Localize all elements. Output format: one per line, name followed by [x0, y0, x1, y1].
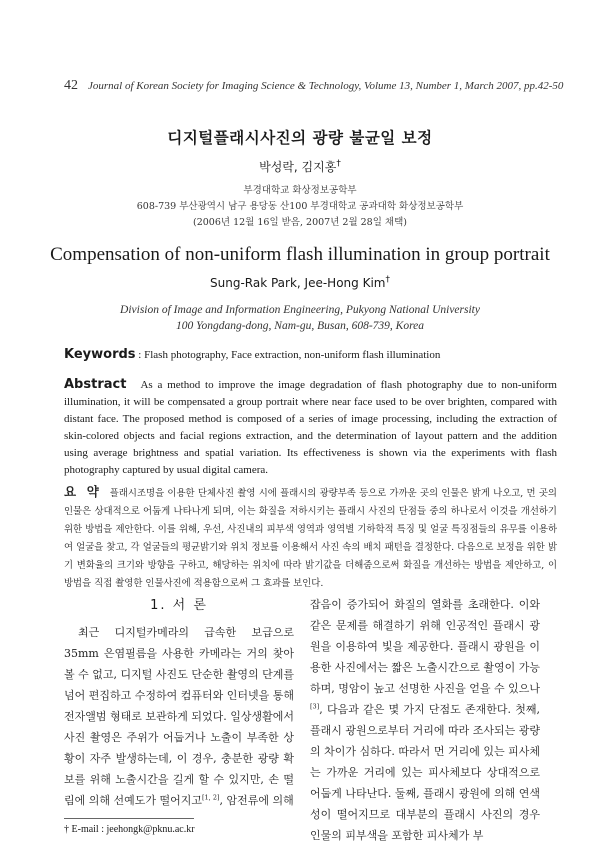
english-author-names: Sung-Rak Park, Jee-Hong Kim: [210, 276, 386, 290]
english-abstract: [64, 376, 557, 479]
footnote-divider: [64, 818, 194, 819]
english-affiliation-line1: Division of Image and Information Engineering, Pukyong National University: [120, 304, 480, 316]
keywords-label: Keywords: [64, 347, 136, 362]
page-number: 42: [64, 78, 78, 93]
keywords: [64, 347, 556, 362]
korean-title: 디지털플래시사진의 광량 불균일 보정: [167, 129, 433, 147]
korean-affiliation: [0, 183, 600, 231]
corresponding-author-mark: †: [336, 159, 341, 169]
footnote: [64, 824, 195, 835]
citation-ref: [3]: [310, 702, 320, 711]
running-header: [64, 78, 564, 94]
abstract-label: Abstract: [64, 377, 127, 392]
english-affiliation-line2: 100 Yongdang-dong, Nam-gu, Busan, 608-739, Korea: [175, 320, 424, 332]
body-paragraph: [310, 594, 540, 846]
section-title-introduction: 1. 서 론: [150, 598, 208, 613]
english-affiliation: [0, 302, 600, 334]
body-paragraph: [64, 622, 294, 811]
body-text: 최근 디지털카메라의 급속한 보급으로 35mm 은염필름을 사용한 카메라는 거의 찾아 볼 수 없고, 디지털 사진도 단순한 촬영의 단계를 넘어 편집하고 수정하여 컴퓨터와 인터넷을 통해 전자앨범 형태로 보관하게 되었다. 일상생활에서 사진 촬영은 주위가 어둡거나 노출이 부족한 상황이 자주 발생하는데, 이 경우, 충분한 광량 확보를 위해 노출시간을 길게 할 수 있지만, 손 떨림에 의해 선예도가 떨어지고: [64, 626, 295, 807]
korean-affiliation-line2: 608-739 부산광역시 남구 용당동 산100 부경대학교 공과대학 화상정보공학부: [136, 201, 464, 212]
korean-abstract-label: 요 약: [64, 484, 102, 499]
keywords-text: : Flash photography, Face extraction, non-uniform flash illumination: [135, 349, 441, 361]
korean-author-names: 박성락, 김지홍: [259, 160, 337, 174]
journal-citation: Journal of Korean Society for Imaging Science & Technology, Volume 13, Number 1, March 2007, pp.42-50: [88, 80, 564, 92]
abstract-text: As a method to improve the image degradation of flash photography due to non-uniform illumination, it will be compensated a group portrait where near face used to be over brighten, compared with distant face. The proposed method is composed of a series of image processing, including the extraction of skin-colored objects and facial regions extraction, and the determination of layout pattern and the addition using average brightness and spatial variation. Its effectiveness is shown via the experiments with flash photography captured by usual digital camera.: [64, 379, 557, 476]
english-title: Compensation of non-uniform flash illumination in group portrait: [50, 244, 550, 265]
body-text: , 암전류에 의해: [219, 794, 294, 807]
korean-affiliation-line1: 부경대학교 화상정보공학부: [243, 185, 357, 196]
received-accepted-dates: (2006년 12월 16일 받음, 2007년 2월 28일 채택): [192, 217, 407, 228]
english-corresponding-mark: †: [385, 275, 390, 285]
korean-authors: [0, 158, 600, 175]
body-text: 잡음이 증가되어 화질의 열화를 초래한다. 이와 같은 문제를 해결하기 위해 인공적인 플래시 광원을 이용하여 빛을 제공한다. 플래시 광원을 이용한 사진에서는 짧은 노출시간으로 촬영이 가능하며, 명암이 높고 선명한 사진을 얻을 수 있으나: [310, 598, 541, 695]
english-authors: [0, 276, 600, 290]
korean-abstract: [64, 483, 557, 593]
body-text: , 다음과 같은 몇 가지 단점도 존재한다. 첫째, 플래시 광원으로부터 거리에 따라 조사되는 광량의 차이가 심하다. 따라서 먼 거리에 있는 피사체는 가까운 거리에 있는 피사체보다 상대적으로 어둡게 나타난다. 둘째, 플래시 광원에 의해 연색성이 떨어지므로 대부분의 플래시 사진의 경우 인물의 피부색을 포함한 피사체가 부: [310, 703, 541, 842]
korean-abstract-text: 플래시조명을 이용한 단체사진 촬영 시에 플래시의 광량부족 등으로 가까운 곳의 인물은 밝게 나오고, 먼 곳의 인물은 상대적으로 어둡게 나타나게 되며, 이는 화질을 저하시키는 플래시 사진의 단점들 중의 하나로서 이것을 개선하기 위한 방법을 제안한다. 이를 위해, 우선, 사진내의 피부색 영역과 영역별 기하학적 특징 및 얼굴 특징점들의 유무를 이용하여 얼굴을 찾고, 각 얼굴들의 평균밝기와 위치 정보를 이용해서 사진 속의 배치 패턴을 결정한다. 다음으로 보정을 위한 밝기 변화율의 크기와 방향을 구하고, 해당하는 위치에 따라 밝기값을 더해줌으로써 화질을 개선하는 방법을 제안하고, 이 방법을 직접 촬영한 인물사진에 적용함으로써 그 효과를 보인다.: [64, 488, 557, 589]
footnote-mark: †: [64, 824, 69, 835]
footnote-email: E-mail : jeehongk@pknu.ac.kr: [69, 824, 195, 835]
body-column-right: [310, 594, 540, 846]
citation-ref: [1, 2]: [202, 793, 220, 802]
body-column-left: [64, 622, 294, 811]
